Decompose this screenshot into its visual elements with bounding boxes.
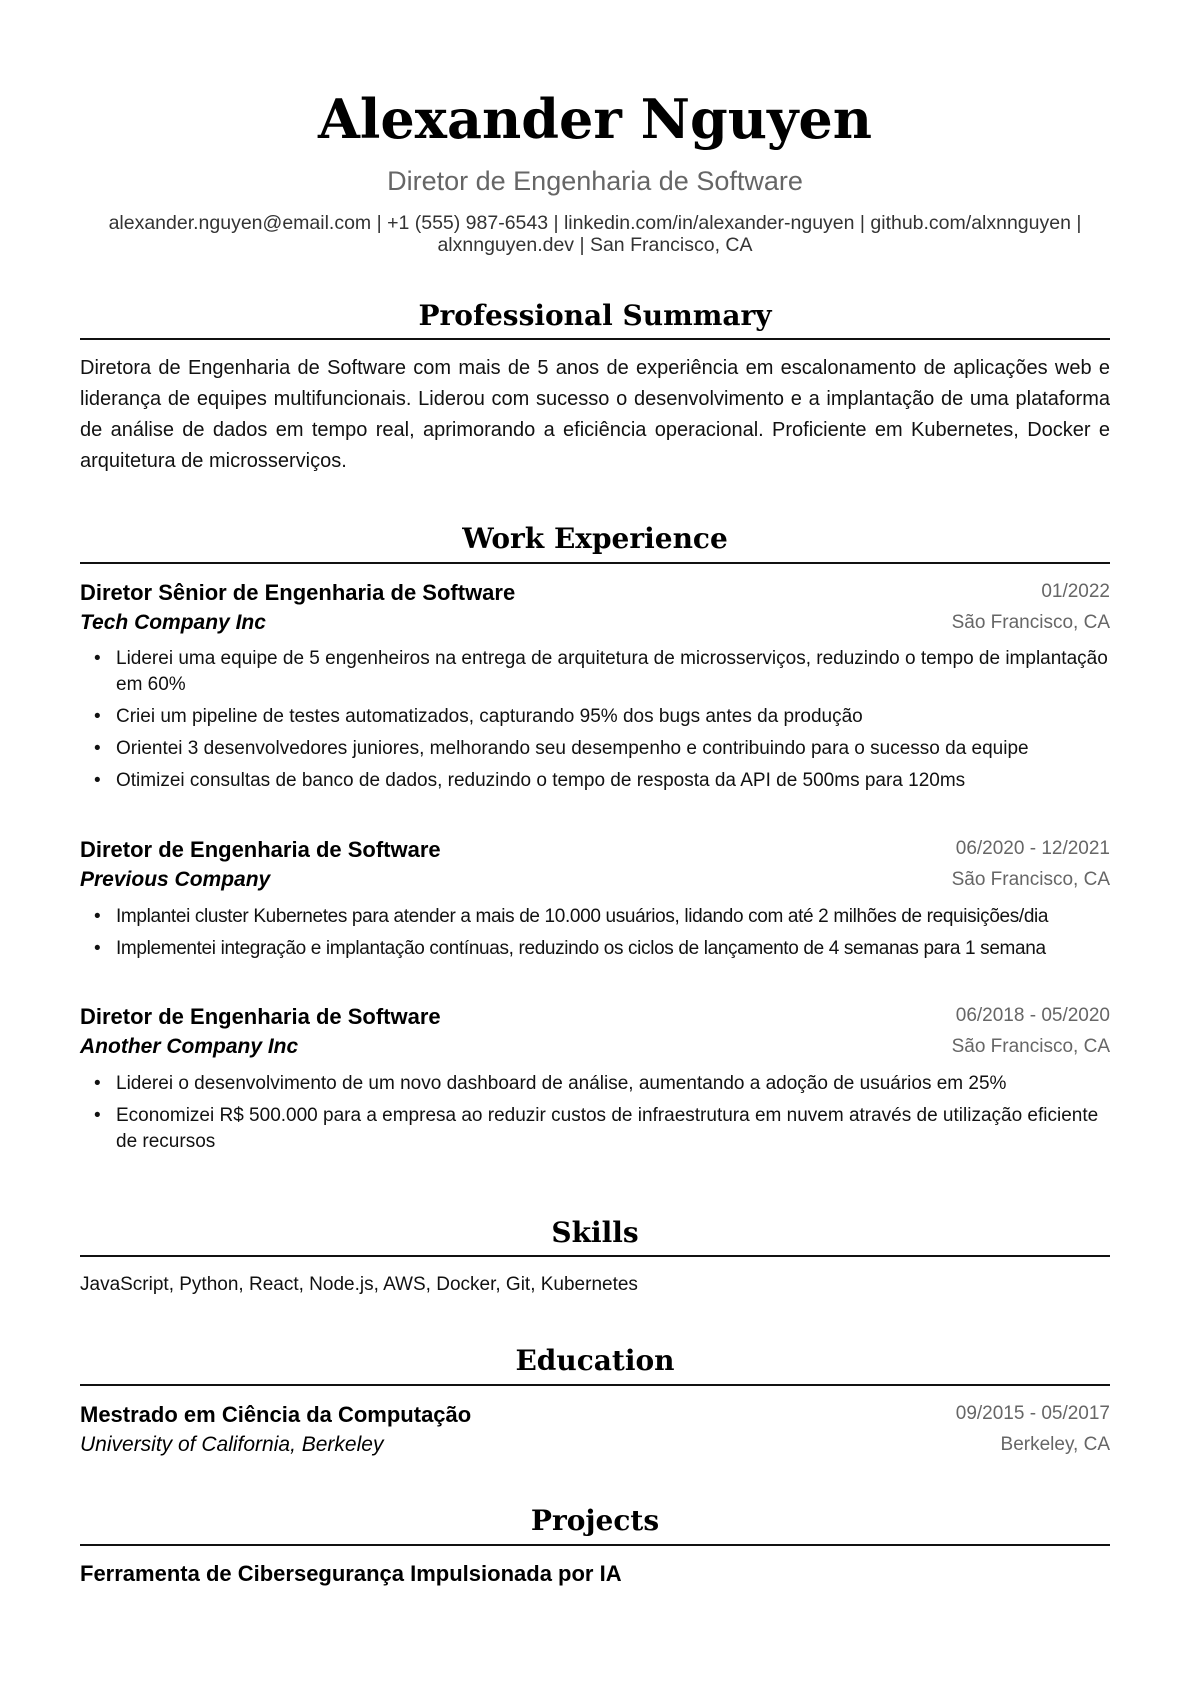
job-bullet: • Implantei cluster Kubernetes para atender a mais de 10.000 usuários, lidando com até 2 milhões de requisições/dia: [80, 904, 1110, 930]
section-divider: [80, 338, 1110, 340]
education-heading: Education: [515, 1344, 675, 1377]
job-company: Another Company Inc: [80, 1035, 299, 1058]
job-bullet: • Liderei uma equipe de 5 engenheiros na entrega de arquitetura de microsserviços, reduzindo o tempo de implantação em 60%: [80, 646, 1110, 698]
education-date: 09/2015 - 05/2017: [955, 1403, 1110, 1424]
projects-heading: Projects: [530, 1504, 660, 1537]
job-location: São Francisco, CA: [951, 1036, 1110, 1057]
contact-line-2: alxnnguyen.dev | San Francisco, CA: [437, 234, 753, 256]
job-bullet: • Otimizei consultas de banco de dados, reduzindo o tempo de resposta da API de 500ms para 120ms: [80, 768, 1110, 794]
job-location: São Francisco, CA: [951, 612, 1110, 633]
job-location: São Francisco, CA: [951, 869, 1110, 890]
job-title: Diretor Sênior de Engenharia de Software: [80, 580, 516, 605]
job-bullets: [80, 1071, 1110, 1161]
section-divider: [80, 1255, 1110, 1257]
job-date: 06/2018 - 05/2020: [955, 1005, 1110, 1026]
section-divider: [80, 1544, 1110, 1546]
contact-line-1: alexander.nguyen@email.com | +1 (555) 987-6543 | linkedin.com/in/alexander-nguyen | github.com/alxnnguyen |: [108, 212, 1082, 234]
job-bullets: [80, 904, 1110, 968]
candidate-name: Alexander Nguyen: [318, 87, 872, 151]
job-bullets: [80, 646, 1110, 800]
summary-heading: Professional Summary: [418, 299, 772, 332]
skills-list: JavaScript, Python, React, Node.js, AWS, Docker, Git, Kubernetes: [80, 1274, 638, 1295]
job-date: 01/2022: [1041, 581, 1110, 602]
education-school: University of California, Berkeley: [80, 1433, 384, 1456]
job-bullet: • Criei um pipeline de testes automatizados, capturando 95% dos bugs antes da produção: [80, 704, 1110, 730]
section-divider: [80, 562, 1110, 564]
candidate-title: Diretor de Engenharia de Software: [387, 166, 803, 196]
section-divider: [80, 1384, 1110, 1386]
education-location: Berkeley, CA: [1000, 1434, 1110, 1455]
education-degree: Mestrado em Ciência da Computação: [80, 1402, 472, 1427]
job-company: Tech Company Inc: [80, 611, 266, 634]
project-title: Ferramenta de Cibersegurança Impulsionada por IA: [80, 1561, 622, 1586]
job-title: Diretor de Engenharia de Software: [80, 837, 441, 862]
job-title: Diretor de Engenharia de Software: [80, 1004, 441, 1029]
job-bullet: • Orientei 3 desenvolvedores juniores, melhorando seu desempenho e contribuindo para o sucesso da equipe: [80, 736, 1110, 762]
summary-text: Diretora de Engenharia de Software com mais de 5 anos de experiência em escalonamento de aplicações web e liderança de equipes multifuncionais. Liderou com sucesso o desenvolvimento e a implantação de uma plataforma de análise de dados em tempo real, aprimorando a eficiência operacional. Proficiente em Kubernetes, Docker e arquitetura de microsserviços.: [80, 357, 1110, 472]
job-bullet: • Implementei integração e implantação contínuas, reduzindo os ciclos de lançamento de 4 semanas para 1 semana: [80, 936, 1110, 962]
job-bullet: • Economizei R$ 500.000 para a empresa ao reduzir custos de infraestrutura em nuvem através de utilização eficiente de recursos: [80, 1103, 1110, 1155]
experience-heading: Work Experience: [462, 522, 728, 555]
job-date: 06/2020 - 12/2021: [955, 838, 1110, 859]
job-company: Previous Company: [80, 868, 271, 891]
skills-heading: Skills: [551, 1216, 639, 1249]
contact-info: [90, 212, 1100, 256]
job-bullet: • Liderei o desenvolvimento de um novo dashboard de análise, aumentando a adoção de usuários em 25%: [80, 1071, 1110, 1097]
